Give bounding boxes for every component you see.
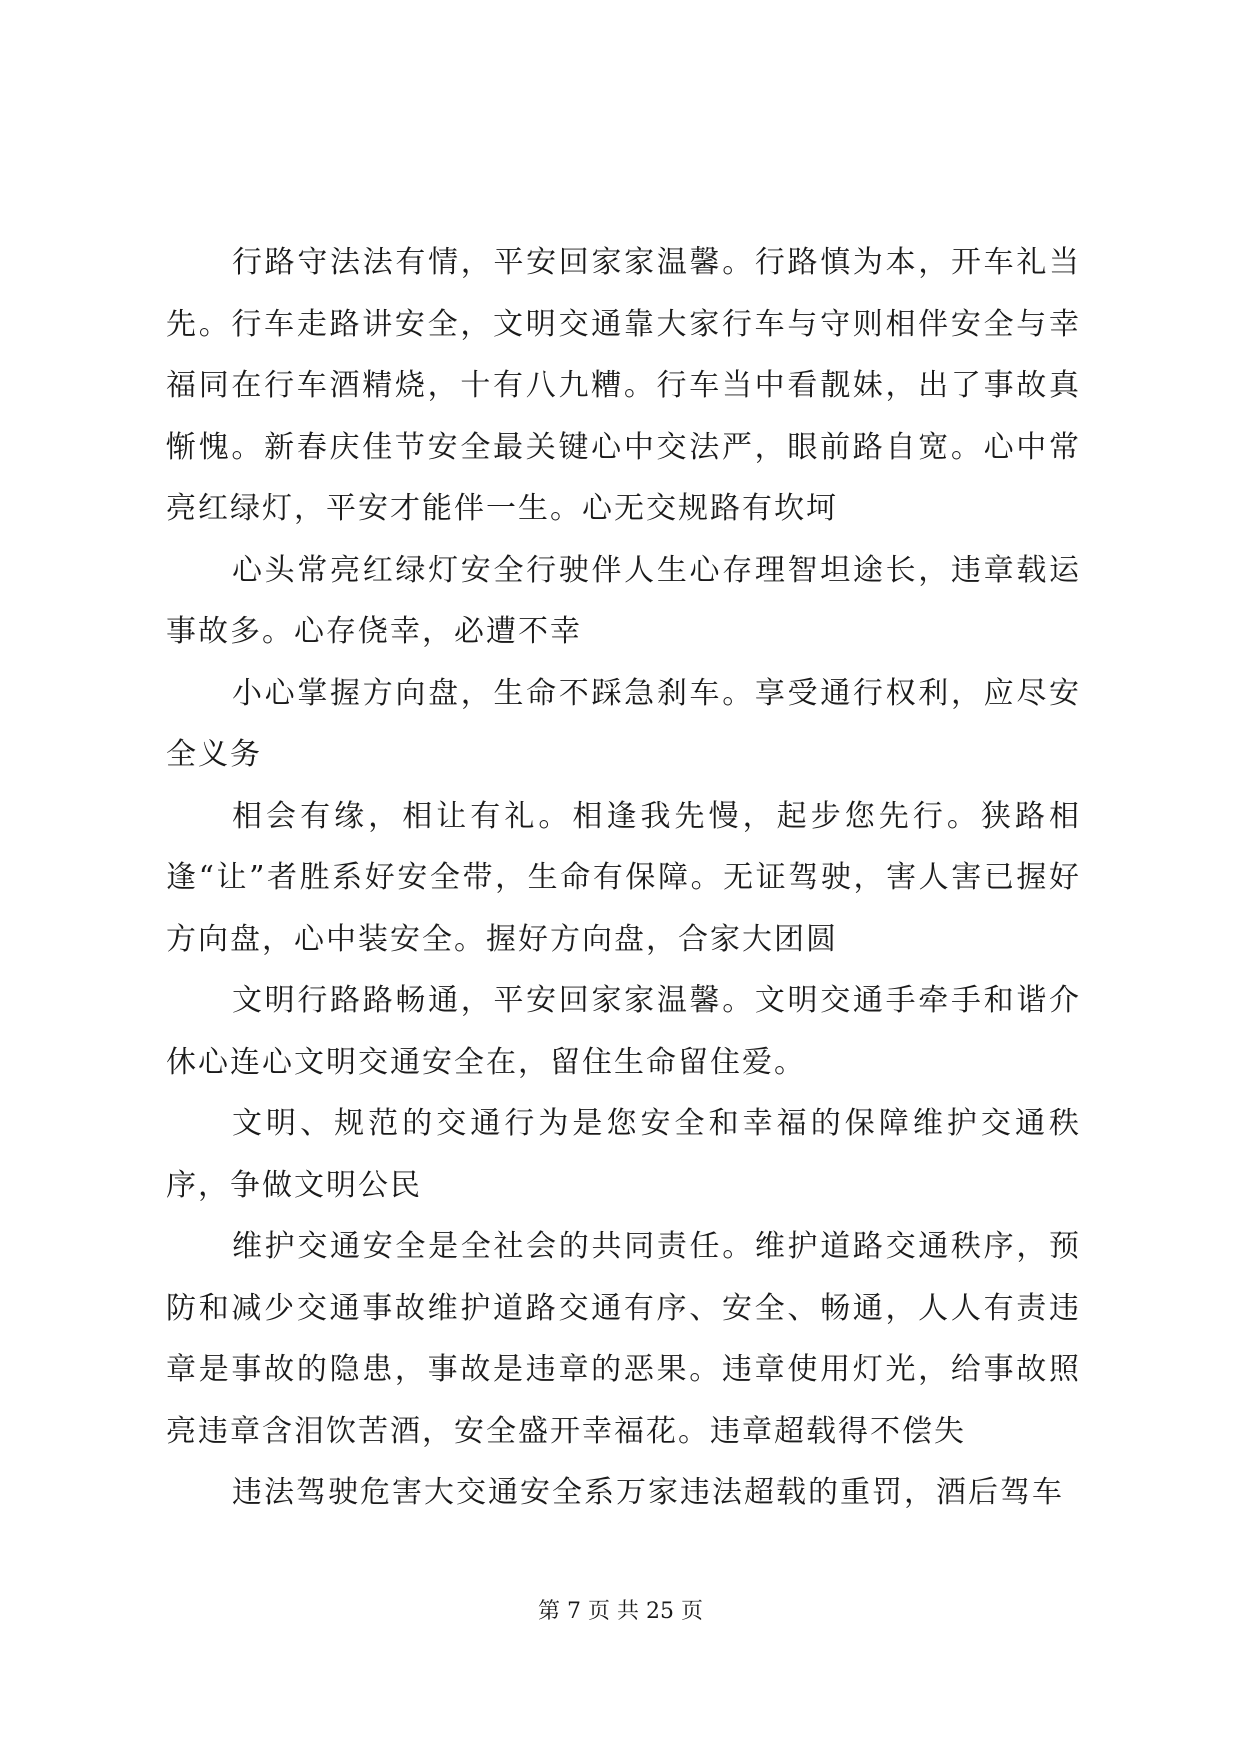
paragraph: 文明行路路畅通，平安回家家温馨。文明交通手牵手和谐介休心连心文明交通安全在，留住生命留住爱。 [166,983,1081,1080]
paragraph: 相会有缘，相让有礼。相逢我先慢，起步您先行。狭路相逢“让”者胜系好安全带，生命有保障。无证驾驶，害人害已握好方向盘，心中装安全。握好方向盘，合家大团圆 [166,798,1081,957]
page-number-footer: 第 7 页 共 25 页 [538,1599,703,1624]
paragraph: 违法驾驶危害大交通安全系万家违法超载的重罚，酒后驾车 [232,1475,1064,1510]
paragraph: 小心掌握方向盘，生命不踩急刹车。享受通行权利，应尽安全义务 [166,675,1081,772]
paragraph: 文明、规范的交通行为是您安全和幸福的保障维护交通秩序，争做文明公民 [166,1106,1081,1203]
paragraph: 心头常亮红绿灯安全行驶伴人生心存理智坦途长，违章载运事故多。心存侥幸，必遭不幸 [166,552,1081,649]
document-body [166,232,1081,1524]
paragraph: 行路守法法有情，平安回家家温馨。行路慎为本，开车礼当先。行车走路讲安全，文明交通靠大家行车与守则相伴安全与幸福同在行车酒精烧，十有八九糟。行车当中看靓妹，出了事故真惭愧。新春庆佳节安全最关键心中交法严，眼前路自宽。心中常亮红绿灯，平安才能伴一生。心无交规路有坎坷 [166,245,1081,526]
paragraph: 维护交通安全是全社会的共同责任。维护道路交通秩序，预防和减少交通事故维护道路交通有序、安全、畅通，人人有责违章是事故的隐患，事故是违章的恶果。违章使用灯光，给事故照亮违章含泪饮苦酒，安全盛开幸福花。违章超载得不偿失 [166,1229,1081,1449]
